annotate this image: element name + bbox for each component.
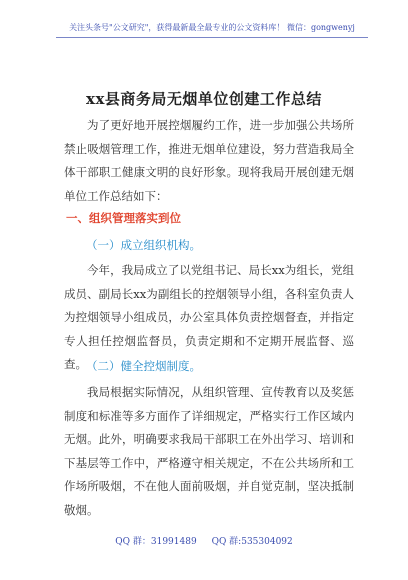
subsection-heading-1: （一）成立组织机构。 <box>86 238 201 252</box>
page-header-banner: 关注头条号"公文研究"，获得最新最全最专业的公文资料库！ 微信：gongwenyj <box>56 22 368 38</box>
subsection-2-paragraph: 我局根据实际情况，从组织管理、宣传教育以及奖惩制度和标准等多方面作了详细规定，严格实行工作区域内无烟。此外，明确要求我局干部职工在外出学习、培训和下基层等工作中，严格遵守相关规定，不在公共场所和工作场所吸烟，不在他人面前吸烟，并自觉克制，坚决抵制敬烟。 <box>64 385 354 517</box>
subsection-heading-2: （二）健全控烟制度。 <box>86 359 201 373</box>
section-heading-1: 一、组织管理落实到位 <box>66 211 181 225</box>
page-footer <box>0 534 408 547</box>
subsection-1-paragraph: 今年，我局成立了以党组书记、局长xx为组长，党组成员、副局长xx为副组长的控烟领导小组，各科室负责人为控烟领导小组成员，办公室具体负责控烟督查，并指定专人担任控烟监督员，负责定期和不定期开展监督、巡查。 <box>64 263 354 371</box>
intro-paragraph: 为了更好地开展控烟履约工作，进一步加强公共场所禁止吸烟管理工作，推进无烟单位建设，努力营造我局全体干部职工健康文明的良好形象。现将我局开展创建无烟单位工作总结如下： <box>64 118 354 203</box>
footer-qq-group-2: QQ 群:535304092 <box>211 537 293 547</box>
document-title: xx县商务局无烟单位创建工作总结 <box>86 90 322 108</box>
footer-qq-group-1: QQ 群：31991489 <box>115 537 197 547</box>
